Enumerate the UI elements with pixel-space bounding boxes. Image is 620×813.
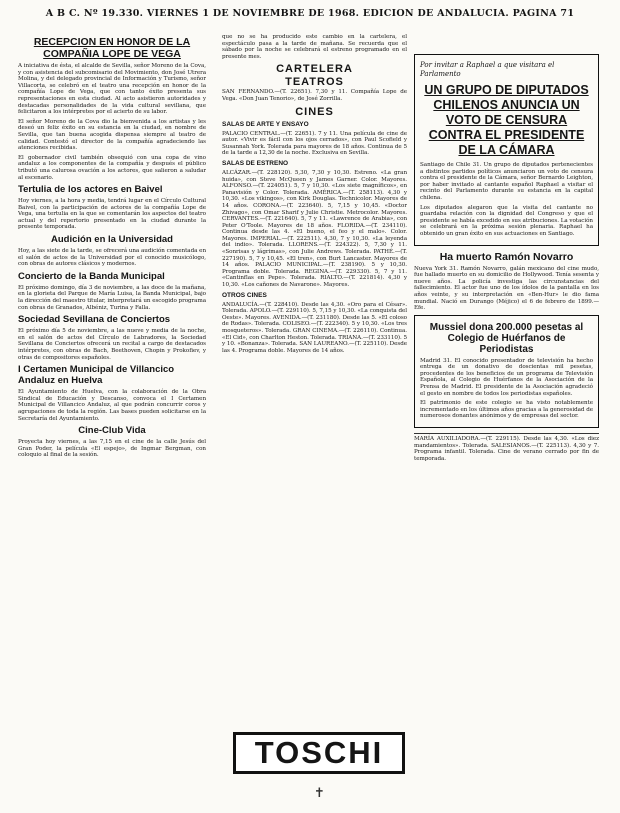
chile-kicker: Por invitar a Raphael a que visitara el Parlamento (420, 61, 555, 78)
headline-certamen: I Certamen Municipal de Villancico Andaluz en Huelva (18, 364, 175, 387)
headline-recepcion: RECEPCION EN HONOR DE LA COMPAÑIA LOPE DE VEGA (33, 36, 191, 60)
headline-banda: Concierto de la Banda Municipal (18, 270, 165, 282)
masthead: A B C. Nº 19.330. VIERNES 1 DE NOVIEMBRE DE 1968. EDICION DE ANDALUCIA. PAGINA 71 (45, 8, 575, 19)
middle-column (222, 34, 407, 724)
headline-cineclub: Cine-Club Vida (78, 425, 146, 437)
teatros-listing: SAN FERNANDO.—(T. 22651). 7,30 y 11. Compañía Lope de Vega. «Don Juan Tenorio», de José Zorrilla. (222, 89, 407, 102)
mussiel-paragraph-2: El patrimonio de este colegio se ha visto notablemente incrementado en los últimos años gracias a la generosidad de numerosos donantes anónimos y de empresas del sector. (420, 400, 593, 420)
otros-cines-listing: ANDALUCÍA.—(T. 228410). Desde las 4,30. «Oro para el César». Tolerada. APOLO.—(T. 229110). 5, 7,15 y 10,30. «La conquista del Oeste». Mayores. AVENIDA.—(T. 231180). Desde las 5. «El coloso de Rodas». Tolerada. COLISEO.—(T. 222340). 5 y 10,30. «Los tres mosqueteros». Tolerada. GRAN CINEMA.—(T. 226110). Continua. «El Cid», con Charlton Heston. Tolerada. TRIANA.—(T. 233110). 5 y 10. «Bonanza». Tolerada. SAN LAUREANO.—(T. 225110). Desde las 4. Programa doble. Mayores de 14 años. (222, 301, 407, 354)
mussiel-story-box (414, 315, 599, 428)
headline-novarro: Ha muerto Ramón Novarro (439, 250, 574, 263)
recepcion-paragraph-3: El gobernador civil también obsequió con una copa de vino andaluz a los componentes de la compañía y después el público tributó una calurosa ovación a los actores, que salieron a saludar al escenario. (18, 154, 206, 181)
cartelera-intro: que no se ha producido este cambio en la cartelera, el espectáculo pasa a la tarde de mañana. Se recuerda que el sábado por la noche se celebrará el estreno programado en el presente mes. (222, 34, 407, 60)
audicion-paragraph: Hoy, a las siete de la tarde, se ofrecerá una audición comentada en el salón de actos de la Universidad por el conocido musicólogo, con obras de autores clásicos y modernos. (18, 248, 206, 268)
otros-cines-subtitle: OTROS CINES (222, 291, 267, 299)
recepcion-paragraph-1: A iniciativa de ésta, el alcalde de Sevilla, señor Moreno de la Cova, y con asistencia del subcomisario del Movimiento, don José Utrera Molina, y del delegado provincial de Información y Turismo, señor Villacorta, se celebró en el teatro una recepción en honor de la compañía Lope de Vega, que con tanto éxito presenta sus representaciones en esta ciudad. Al acto asistieron autoridades y destacadas personalidades de la vida cultural sevillana, que felicitaron a los intérpretes por el acierto de su labor. (18, 63, 206, 116)
left-column (18, 34, 206, 794)
recepcion-paragraph-2: El señor Moreno de la Cova dio la bienvenida a los artistas y les deseó un feliz éxito en su estancia en la ciudad, en nombre de Sevilla, que tan buena acogida dispensa siempre al teatro de calidad. Contestó el director de la compañía agradeciendo las atenciones recibidas. (18, 118, 206, 152)
salas-estreno-subtitle: SALAS DE ESTRENO (222, 159, 289, 167)
teatros-title: TEATROS (285, 76, 344, 89)
cineclub-paragraph: Proyecta hoy viernes, a las 7,15 en el cine de la calle Jesús del Gran Poder, la película «El espejo», de Ingmar Bergman, con coloquio al final de la sesión. (18, 439, 206, 459)
chile-headline: UN GRUPO DE DIPUTADOS CHILENOS ANUNCIA UN VOTO DE CENSURA CONTRA EL PRESIDENTE DE LA CÁMARA (424, 83, 589, 157)
cines-continuation: MARÍA AUXILIADORA.—(T. 229115). Desde las 4,30. «Los diez mandamientos». Tolerada. SALESIANOS.—(T. 225113). 4,30 y 7. Programa infantil. Tolerada. Cine de verano cerrado por fin de temporada. (414, 436, 599, 462)
chile-story-box (414, 54, 599, 246)
salas-arte-subtitle: SALAS DE ARTE Y ENSAYO (222, 120, 309, 128)
toschi-advertisement: TOSCHI (233, 732, 405, 774)
sociedad-paragraph: El próximo día 5 de noviembre, a las nueve y media de la noche, en el salón de actos del Círculo de Labradores, la Sociedad Sevillana de Conciertos ofrecerá un recital a cargo de destacados intérpretes, con obras de Bach, Beethoven, Chopin y Prokofiev, y otras de compositores españoles. (18, 328, 206, 361)
novarro-paragraph: Nueva York 31. Ramón Novarro, galán mexicano del cine mudo, fue hallado muerto en su domicilio de Hollywood. Tenía sesenta y nueve años. La policía investiga las circunstancias del fallecimiento. El actor fue uno de los ídolos de la pantalla en los años veinte, y su interpretación en «Ben-Hur» le dio fama mundial. Nació en Durango (Méjico) el 6 de febrero de 1899.—Efe. (414, 265, 599, 312)
tertulia-paragraph: Hoy viernes, a la hora y media, tendrá lugar en el Círculo Cultural Baivel, con la participación de actores de la compañía Lope de Vega, una tertulia en la que se comentarán los aspectos del teatro actual y del repertorio presentado en la ciudad durante la presente temporada. (18, 198, 206, 231)
certamen-paragraph: El Ayuntamiento de Huelva, con la colaboración de la Obra Sindical de Educación y Descanso, convoca el I Certamen Municipal de Villancico Andaluz, al que podrán concurrir coros y agrupaciones de toda la región. Las bases pueden solicitarse en la Secretaría del Ayuntamiento. (18, 389, 206, 422)
column-divider (414, 433, 599, 434)
right-column (414, 54, 599, 796)
headline-tertulia: Tertulia de los actores en Baivel (18, 184, 163, 196)
cines-title: CINES (295, 105, 334, 118)
cartelera-title: CARTELERA (276, 63, 353, 76)
chile-paragraph-1: Santiago de Chile 31. Un grupo de diputados pertenecientes a distintos partidos políticos anunciaron un voto de censura contra el presidente de la Cámara, señor Bernardo Leighton, por haber invitado al cantante español Raphael a visitar el recinto del Parlamento durante su estancia en la capital chilena. (420, 162, 593, 201)
headline-mussiel: Mussiel dona 200.000 pesetas al Colegio de Huérfanos de Periodistas (429, 321, 584, 355)
headline-sociedad: Sociedad Sevillana de Conciertos (18, 314, 171, 326)
banda-paragraph: El próximo domingo, día 3 de noviembre, a las doce de la mañana, en la glorieta del Parque de María Luisa, la Banda Municipal, bajo la dirección del maestro titular, interpretará un escogido programa con obras de Granados, Albéniz, Turina y Falla. (18, 284, 206, 311)
headline-audicion: Audición en la Universidad (51, 234, 173, 246)
chile-paragraph-2: Los diputados alegaron que la visita del cantante no guardaba relación con la dignidad del Congreso y que el presidente se había excedido en sus atribuciones. La votación se celebrará en la próxima sesión plenaria. Raphael ha obtenido un gran éxito en sus actuaciones en Santiago. (420, 204, 593, 237)
crop-mark-icon: ✝ (314, 786, 325, 801)
salas-estreno-listing: ALCÁZAR.—(T. 228120). 5,30, 7,30 y 10,30. Estreno. «La gran huida», con Steve McQueen y James Garner. Color. Mayores. ALFONSO.—(T. 224051). 5, 7 y 10,30. «Los siete magníficos», en Panavisión y Color. Tolerada. AMÉRICA.—(T. 258113). 4,30 y 10,30. «Los vikingos», con Kirk Douglas. Technicolor. Mayores de 14 años. CORONA.—(T. 223640). 5, 7,15 y 10,45. «Doctor Zhivago», con Omar Sharif y Julie Christie. Metrocolor. Mayores. CERVANTES.—(T. 221640). 5, 7 y 11. «Lawrence de Arabia», con Peter O'Toole. Mayores de 18 años. FLORIDA.—(T. 234110). Continua desde las 4. «El bueno, el feo y el malo». Color. Mayores. IMPERIAL.—(T. 222511). 4,30, 7 y 10,30. «La leyenda del indio». Tolerada. LLORENS.—(T. 224322). 5, 7,30 y 11. «Sonrisas y lágrimas», con Julie Andrews. Tolerada. PATHÉ.—(T. 227190). 5, 7 y 10,45. «El tren», con Burt Lancaster. Mayores de 14 años. PALACIO MUNICIPAL.—(T. 238190). 5 y 10,30. Programa doble. Tolerada. REGINA.—(T. 229330). 5, 7 y 11. «Cantinflas en Pepe». Tolerada. RIALTO.—(T. 221814). 4,30 y 10,30. «Los cañones de Navarone». Mayores. (222, 169, 407, 289)
mussiel-paragraph-1: Madrid 31. El conocido presentador de televisión ha hecho entrega de un donativo de doscientas mil pesetas, procedentes de los beneficios de un programa de Televisión Española, al Colegio de Huérfanos de la Asociación de la Prensa de Madrid. El presidente de la Asociación agradeció el gesto en nombre de todos los periodistas españoles. (420, 357, 593, 397)
salas-arte-listing: PALACIO CENTRAL.—(T. 22651). 7 y 11. Una película de cine de autor. «Vivir es fácil con los ojos cerrados», con Paul Scofield y Susannah York. Tolerada para mayores de 18 años. Continua de 5 de la tarde a 12,30 de la noche. Exclusiva en Sevilla. (222, 130, 407, 157)
